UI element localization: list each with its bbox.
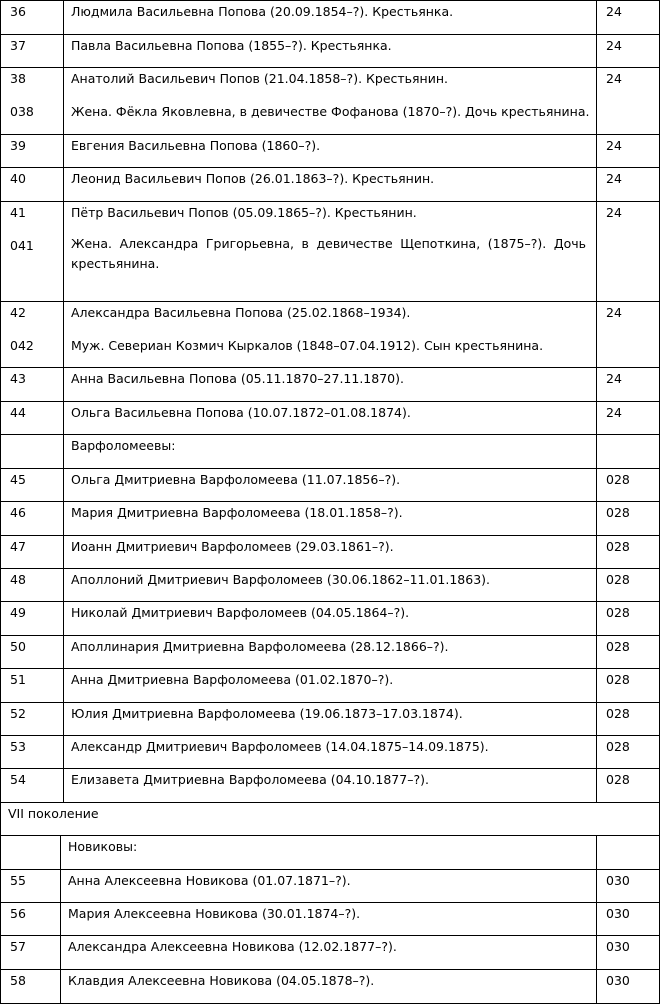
person-description: [63, 434, 597, 468]
table-row: [0, 635, 660, 668]
column-divider: [0, 0, 1, 802]
row-divider: [0, 702, 660, 703]
parent-reference-text: 028: [606, 739, 630, 754]
parent-reference-text: 028: [606, 672, 630, 687]
person-text: Людмила Васильевна Попова (20.09.1854–?). Крестьянка.: [71, 4, 454, 19]
column-divider: [0, 802, 1, 835]
person-text: Пётр Васильевич Попов (05.09.1865–?). Крестьянин.: [71, 205, 417, 220]
person-description: [63, 167, 597, 201]
row-number-text: 41: [10, 205, 26, 220]
table-row: [0, 301, 660, 367]
parent-reference-text: 24: [606, 205, 622, 220]
person-text: Александра Васильевна Попова (25.02.1868–1934).: [71, 305, 411, 320]
row-number: [0, 835, 60, 869]
row-divider: [0, 0, 660, 1]
parent-reference-text: 24: [606, 71, 622, 86]
row-number: [0, 34, 63, 67]
row-number-text: 50: [10, 639, 26, 654]
person-text: Иоанн Дмитриевич Варфоломеев (29.03.1861–?).: [71, 539, 394, 554]
table-row: [0, 134, 660, 167]
column-divider: [596, 835, 597, 1004]
generation-heading-row: [0, 802, 660, 835]
parent-reference: [597, 535, 660, 568]
row-number-text: 53: [10, 739, 26, 754]
parent-reference: [597, 434, 660, 468]
table-row: [0, 401, 660, 434]
parent-reference: [597, 702, 660, 735]
table-row: [0, 969, 660, 1003]
parent-reference: [597, 935, 660, 969]
row-number-text: 42: [10, 305, 26, 320]
row-divider: [0, 768, 660, 769]
parent-reference-text: 028: [606, 539, 630, 554]
row-divider: [0, 67, 660, 68]
person-description: [63, 401, 597, 434]
row-number: [0, 635, 63, 668]
person-description: [60, 835, 597, 869]
row-number: [0, 468, 63, 501]
row-number: [0, 434, 63, 468]
person-text: Леонид Васильевич Попов (26.01.1863–?). Крестьянин.: [71, 171, 435, 186]
parent-reference: [597, 768, 660, 802]
table-row: [0, 601, 660, 635]
row-number: [0, 768, 63, 802]
group-header-row: [0, 835, 660, 869]
row-number-text: 54: [10, 772, 26, 787]
row-divider: [0, 167, 660, 168]
row-divider: [0, 501, 660, 502]
table-row: [0, 535, 660, 568]
row-number: [0, 134, 63, 167]
parent-reference-text: 028: [606, 639, 630, 654]
parent-reference: [597, 869, 660, 902]
column-divider: [0, 835, 1, 1004]
spouse-text: Жена. Фёкла Яковлевна, в девичестве Фофанова (1870–?). Дочь крестьянина.: [71, 104, 590, 119]
parent-reference-text: 028: [606, 706, 630, 721]
row-number: [0, 535, 63, 568]
parent-reference-text: 24: [606, 138, 622, 153]
row-number: [0, 601, 63, 635]
row-number-text: 48: [10, 572, 26, 587]
row-number: [0, 401, 63, 434]
row-divider: [0, 735, 660, 736]
table-row: [0, 67, 660, 134]
person-description: [63, 501, 597, 535]
parent-reference: [597, 201, 660, 301]
row-number: [0, 201, 63, 301]
row-number-text: 51: [10, 672, 26, 687]
parent-reference-text: 028: [606, 605, 630, 620]
person-text: Евгения Васильевна Попова (1860–?).: [71, 138, 321, 153]
person-text: Александр Дмитриевич Варфоломеев (14.04.1875–14.09.1875).: [71, 739, 489, 754]
person-text: Николай Дмитриевич Варфоломеев (04.05.1864–?).: [71, 605, 410, 620]
parent-reference-text: 030: [606, 939, 630, 954]
parent-reference: [597, 835, 660, 869]
row-number-text: 40: [10, 171, 26, 186]
spouse-text: Муж. Севериан Козмич Кыркалов (1848–07.04.1912). Сын крестьянина.: [71, 338, 544, 353]
group-header-row: [0, 434, 660, 468]
parent-reference: [597, 501, 660, 535]
parent-reference: [597, 301, 660, 367]
row-number: [0, 301, 63, 367]
table-row: [0, 501, 660, 535]
row-divider: [0, 34, 660, 35]
table-row: [0, 167, 660, 201]
table-row: [0, 935, 660, 969]
row-number-text: 37: [10, 38, 26, 53]
parent-reference: [597, 735, 660, 768]
person-description: [60, 902, 597, 935]
row-divider: [0, 367, 660, 368]
row-number-text: 46: [10, 505, 26, 520]
parent-reference-text: 028: [606, 505, 630, 520]
person-text: Аполлинария Дмитриевна Варфоломеева (28.12.1866–?).: [71, 639, 449, 654]
row-divider: [0, 869, 660, 870]
row-number-text: 58: [10, 973, 26, 988]
table-row: [0, 468, 660, 501]
row-number-text: 45: [10, 472, 26, 487]
table-row: [0, 0, 660, 34]
table-row: [0, 735, 660, 768]
person-description: [63, 0, 597, 34]
row-number: [0, 0, 63, 34]
parent-reference: [597, 601, 660, 635]
spouse-number-text: 042: [10, 338, 34, 353]
row-number: [0, 735, 63, 768]
person-description: [63, 735, 597, 768]
parent-reference-text: 24: [606, 38, 622, 53]
parent-reference: [597, 401, 660, 434]
row-divider: [0, 434, 660, 435]
person-description: [63, 568, 597, 601]
row-divider: [0, 401, 660, 402]
table-row: [0, 367, 660, 401]
row-number-text: 36: [10, 4, 26, 19]
parent-reference-text: 030: [606, 873, 630, 888]
row-number-text: 52: [10, 706, 26, 721]
table-row: [0, 668, 660, 702]
parent-reference-text: 030: [606, 973, 630, 988]
person-description: [63, 201, 597, 301]
row-number: [0, 902, 60, 935]
person-description: [63, 367, 597, 401]
parent-reference-text: 24: [606, 171, 622, 186]
person-text: Анатолий Васильевич Попов (21.04.1858–?). Крестьянин.: [71, 71, 448, 86]
person-description: [63, 301, 597, 367]
parent-reference: [597, 635, 660, 668]
row-divider: [0, 635, 660, 636]
parent-reference: [597, 568, 660, 601]
column-divider: [596, 0, 597, 802]
row-divider: [0, 902, 660, 903]
row-divider: [0, 535, 660, 536]
table-row: [0, 568, 660, 601]
row-number: [0, 67, 63, 134]
person-description: [63, 702, 597, 735]
person-text: Анна Алексеевна Новикова (01.07.1871–?).: [68, 873, 351, 888]
person-description: [60, 869, 597, 902]
table-row: [0, 702, 660, 735]
person-text: Юлия Дмитриевна Варфоломеева (19.06.1873–17.03.1874).: [71, 706, 463, 721]
row-number: [0, 367, 63, 401]
row-number: [0, 869, 60, 902]
person-text: Анна Васильевна Попова (05.11.1870–27.11.1870).: [71, 371, 404, 386]
person-description: [63, 67, 597, 134]
person-text: Клавдия Алексеевна Новикова (04.05.1878–?).: [68, 973, 375, 988]
parent-reference-text: 030: [606, 906, 630, 921]
parent-reference: [597, 0, 660, 34]
parent-reference: [597, 468, 660, 501]
parent-reference: [597, 902, 660, 935]
group-title: Новиковы:: [68, 839, 138, 854]
row-number-text: 47: [10, 539, 26, 554]
person-text: Мария Алексеевна Новикова (30.01.1874–?).: [68, 906, 361, 921]
row-number: [0, 935, 60, 969]
table-row: [0, 869, 660, 902]
column-divider: [60, 835, 61, 1004]
person-description: [63, 535, 597, 568]
parent-reference-text: 24: [606, 405, 622, 420]
row-divider: [0, 134, 660, 135]
parent-reference: [597, 367, 660, 401]
spouse-number-text: 041: [10, 238, 34, 253]
person-description: [63, 601, 597, 635]
row-number-text: 38: [10, 71, 26, 86]
parent-reference: [597, 969, 660, 1003]
group-title: Варфоломеевы:: [71, 438, 176, 453]
column-divider: [63, 0, 64, 802]
row-number: [0, 568, 63, 601]
table-row: [0, 768, 660, 802]
person-text: Павла Васильевна Попова (1855–?). Крестьянка.: [71, 38, 392, 53]
parent-reference: [597, 134, 660, 167]
person-description: [63, 768, 597, 802]
person-text: Анна Дмитриевна Варфоломеева (01.02.1870–?).: [71, 672, 394, 687]
person-text: Ольга Дмитриевна Варфоломеева (11.07.1856–?).: [71, 472, 401, 487]
row-number: [0, 969, 60, 1003]
parent-reference: [597, 668, 660, 702]
person-description: [60, 969, 597, 1003]
parent-reference-text: 24: [606, 305, 622, 320]
table-row: [0, 34, 660, 67]
parent-reference-text: 028: [606, 572, 630, 587]
row-number-text: 43: [10, 371, 26, 386]
person-description: [63, 635, 597, 668]
row-number: [0, 501, 63, 535]
parent-reference-text: 028: [606, 472, 630, 487]
parent-reference-text: 24: [606, 371, 622, 386]
row-number-text: 57: [10, 939, 26, 954]
table-row: [0, 201, 660, 301]
person-text: Аполлоний Дмитриевич Варфоломеев (30.06.1862–11.01.1863).: [71, 572, 491, 587]
parent-reference-text: 028: [606, 772, 630, 787]
row-divider: [0, 668, 660, 669]
row-number-text: 49: [10, 605, 26, 620]
parent-reference-text: 24: [606, 4, 622, 19]
person-text: Елизавета Дмитриевна Варфоломеева (04.10.1877–?).: [71, 772, 429, 787]
person-text: Александра Алексеевна Новикова (12.02.1877–?).: [68, 939, 397, 954]
row-number: [0, 167, 63, 201]
generation-heading: VII поколение: [8, 806, 99, 821]
person-description: [63, 34, 597, 67]
row-number-text: 44: [10, 405, 26, 420]
person-text: Мария Дмитриевна Варфоломеева (18.01.1858–?).: [71, 505, 403, 520]
row-number: [0, 702, 63, 735]
row-divider: [0, 601, 660, 602]
parent-reference: [597, 34, 660, 67]
row-divider: [0, 969, 660, 970]
person-description: [63, 668, 597, 702]
person-text: Ольга Васильевна Попова (10.07.1872–01.08.1874).: [71, 405, 411, 420]
row-divider: [0, 935, 660, 936]
parent-reference: [597, 67, 660, 134]
person-description: [63, 134, 597, 167]
spouse-text: Жена. Александра Григорьевна, в девичестве Щепоткина, (1875–?). Дочь крестьянина.: [71, 236, 586, 271]
row-number-text: 56: [10, 906, 26, 921]
row-divider: [0, 568, 660, 569]
row-divider: [0, 201, 660, 202]
spouse-number-text: 038: [10, 104, 34, 119]
row-divider: [0, 468, 660, 469]
table-row: [0, 902, 660, 935]
person-description: [60, 935, 597, 969]
row-number-text: 39: [10, 138, 26, 153]
row-number-text: 55: [10, 873, 26, 888]
row-divider: [0, 301, 660, 302]
row-number: [0, 668, 63, 702]
parent-reference: [597, 167, 660, 201]
person-description: [63, 468, 597, 501]
